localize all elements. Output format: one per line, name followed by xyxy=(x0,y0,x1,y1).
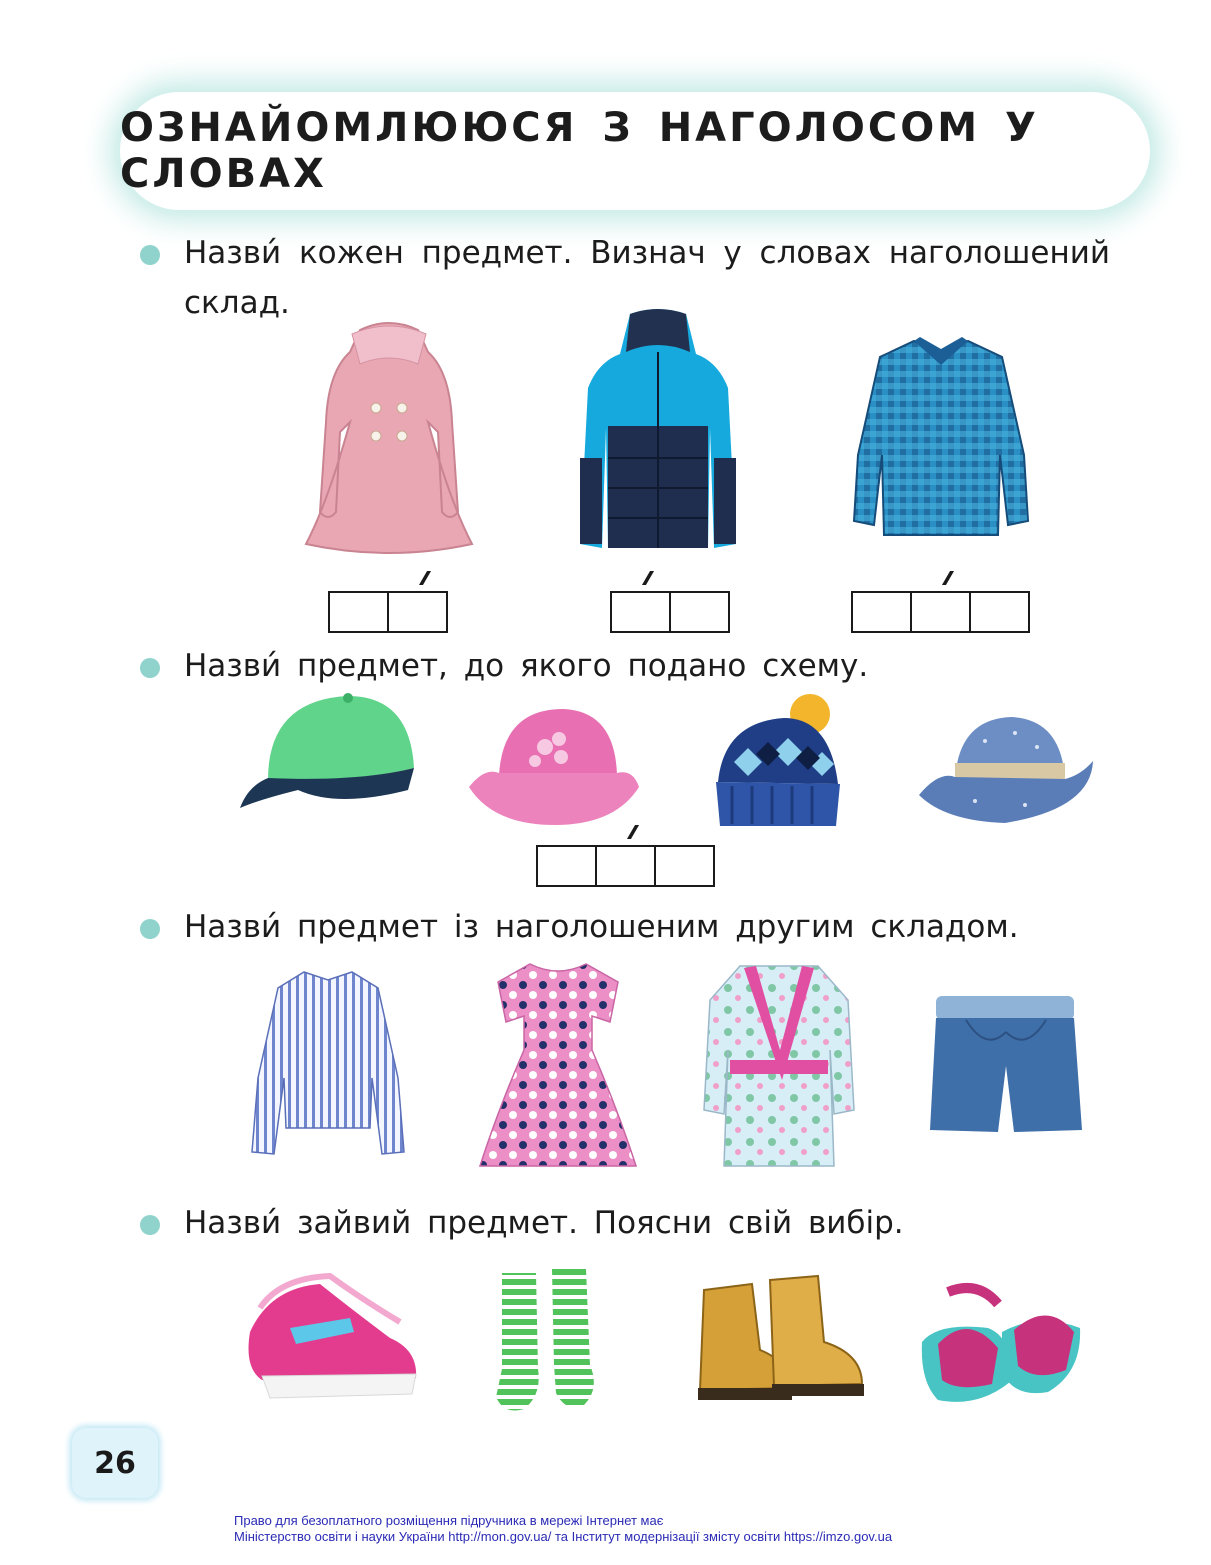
stress-mark-icon xyxy=(419,571,431,585)
page-title: ОЗНАЙОМЛЮЮСЯ З НАГОЛОСОМ У СЛОВАХ xyxy=(120,105,1039,197)
syllable-cell-stressed xyxy=(597,847,656,885)
page-number: 26 xyxy=(72,1428,158,1498)
puffer-jacket-image xyxy=(568,308,748,558)
pink-bucket-hat-image xyxy=(465,703,643,827)
stress-schema-shirt xyxy=(851,591,1030,633)
stress-schema-hats xyxy=(536,845,715,887)
syllable-cell xyxy=(330,593,389,631)
plaid-shirt-image xyxy=(852,335,1030,537)
pink-coat-image xyxy=(300,312,478,560)
striped-blouse-image xyxy=(248,968,408,1160)
polka-dot-dress-image xyxy=(478,960,638,1172)
bullet-icon xyxy=(140,658,160,678)
syllable-cell xyxy=(971,593,1028,631)
footer-line-2: Міністерство освіти і науки України http://mon.gov.ua/ та Інститут модернізації змісту освіти https://imzo.gov.ua xyxy=(234,1529,893,1544)
stress-mark-icon xyxy=(627,825,639,839)
bullet-icon xyxy=(140,1215,160,1235)
blue-fedora-image xyxy=(915,705,1095,829)
stress-mark-icon xyxy=(942,571,954,585)
sandals-image xyxy=(918,1272,1084,1412)
task-3-text: Назви́ предмет із наголошеним другим складом. xyxy=(184,909,1019,945)
pink-sneakers-image xyxy=(240,1268,420,1408)
footer-line-1: Право для безоплатного розміщення підручника в мережі Інтернет має xyxy=(234,1513,664,1528)
syllable-cell-stressed xyxy=(389,593,446,631)
syllable-cell xyxy=(656,847,713,885)
yellow-boots-image xyxy=(690,1270,868,1412)
syllable-cell xyxy=(538,847,597,885)
task-4-text: Назви́ зайвий предмет. Поясни свій вибір. xyxy=(184,1205,904,1241)
task-4 xyxy=(140,1198,1110,1248)
syllable-cell-stressed xyxy=(912,593,971,631)
green-cap-image xyxy=(238,690,420,816)
bullet-icon xyxy=(140,245,160,265)
bullet-icon xyxy=(140,919,160,939)
task-2 xyxy=(140,641,1110,691)
task-3 xyxy=(140,902,1110,952)
bathrobe-image xyxy=(700,960,858,1170)
syllable-cell-stressed xyxy=(612,593,671,631)
syllable-cell xyxy=(853,593,912,631)
syllable-cell xyxy=(671,593,728,631)
stress-mark-icon xyxy=(642,571,654,585)
striped-socks-image xyxy=(484,1265,616,1415)
knit-beanie-image xyxy=(712,692,842,830)
stress-schema-jacket xyxy=(610,591,730,633)
stress-schema-coat xyxy=(328,591,448,633)
footer-copyright xyxy=(234,1513,892,1545)
task-2-text: Назви́ предмет, до якого подано схему. xyxy=(184,648,869,684)
denim-shorts-image xyxy=(926,992,1084,1138)
task-1-text: Назви́ кожен предмет. Визнач у словах наголошений склад. xyxy=(184,235,1110,321)
